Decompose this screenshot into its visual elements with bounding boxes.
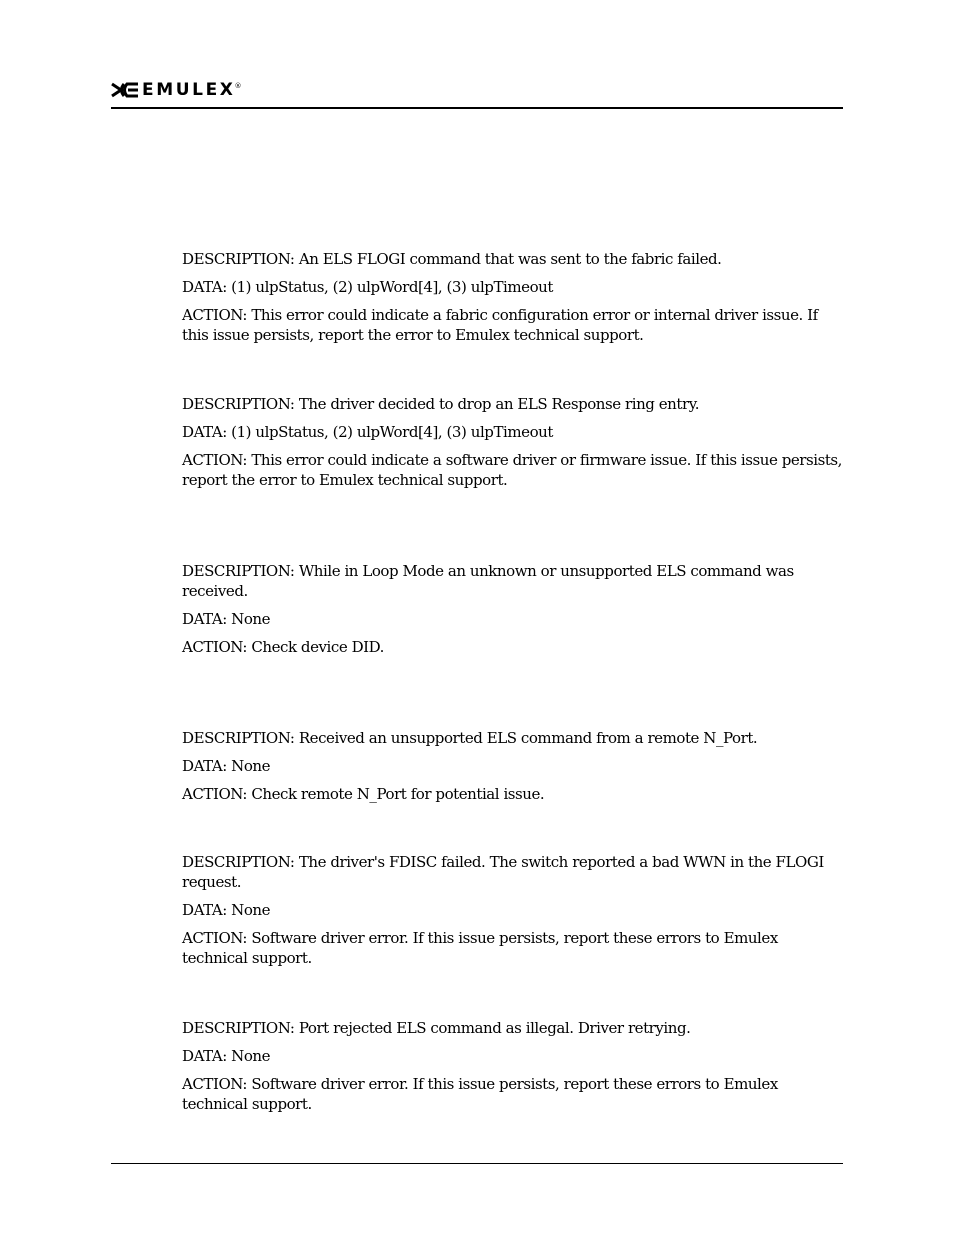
message-entry [182, 728, 844, 812]
entry-action: ACTION: This error could indicate a fabric configuration error or internal driver issue. If this issue persists, report the error to Emulex technical support. [182, 306, 818, 344]
entry-description: DESCRIPTION: Received an unsupported ELS command from a remote N_Port. [182, 729, 758, 747]
entry-data: DATA: None [182, 757, 271, 775]
entry-data: DATA: None [182, 901, 271, 919]
entry-action: ACTION: Check device DID. [182, 638, 384, 656]
message-entry [182, 394, 844, 498]
message-entry [182, 249, 844, 353]
message-entry [182, 1018, 844, 1122]
logo-trademark: ® [234, 82, 242, 90]
message-entry [182, 852, 844, 976]
header-rule [111, 107, 843, 109]
entry-data: DATA: (1) ulpStatus, (2) ulpWord[4], (3) ulpTimeout [182, 278, 553, 296]
entry-description: DESCRIPTION: While in Loop Mode an unknown or unsupported ELS command was received. [182, 562, 794, 600]
message-entry [182, 561, 844, 665]
entry-action: ACTION: Software driver error. If this issue persists, report these errors to Emulex technical support. [182, 929, 778, 967]
emulex-logo-icon [111, 81, 139, 99]
entry-action: ACTION: Software driver error. If this issue persists, report these errors to Emulex technical support. [182, 1075, 778, 1113]
entry-data: DATA: None [182, 1047, 271, 1065]
entry-description: DESCRIPTION: Port rejected ELS command as illegal. Driver retrying. [182, 1019, 691, 1037]
entry-description: DESCRIPTION: The driver decided to drop an ELS Response ring entry. [182, 395, 700, 413]
entry-description: DESCRIPTION: The driver's FDISC failed. The switch reported a bad WWN in the FLOGI request. [182, 853, 824, 891]
entry-data: DATA: (1) ulpStatus, (2) ulpWord[4], (3) ulpTimeout [182, 423, 553, 441]
entry-data: DATA: None [182, 610, 271, 628]
entry-description: DESCRIPTION: An ELS FLOGI command that was sent to the fabric failed. [182, 250, 722, 268]
entry-action: ACTION: Check remote N_Port for potential issue. [182, 785, 545, 803]
logo-wordmark: EMULEX [142, 80, 236, 100]
page-header [111, 80, 242, 100]
footer-rule [111, 1163, 843, 1164]
entry-action: ACTION: This error could indicate a software driver or firmware issue. If this issue persists, report the error to Emulex technical support. [182, 451, 842, 489]
